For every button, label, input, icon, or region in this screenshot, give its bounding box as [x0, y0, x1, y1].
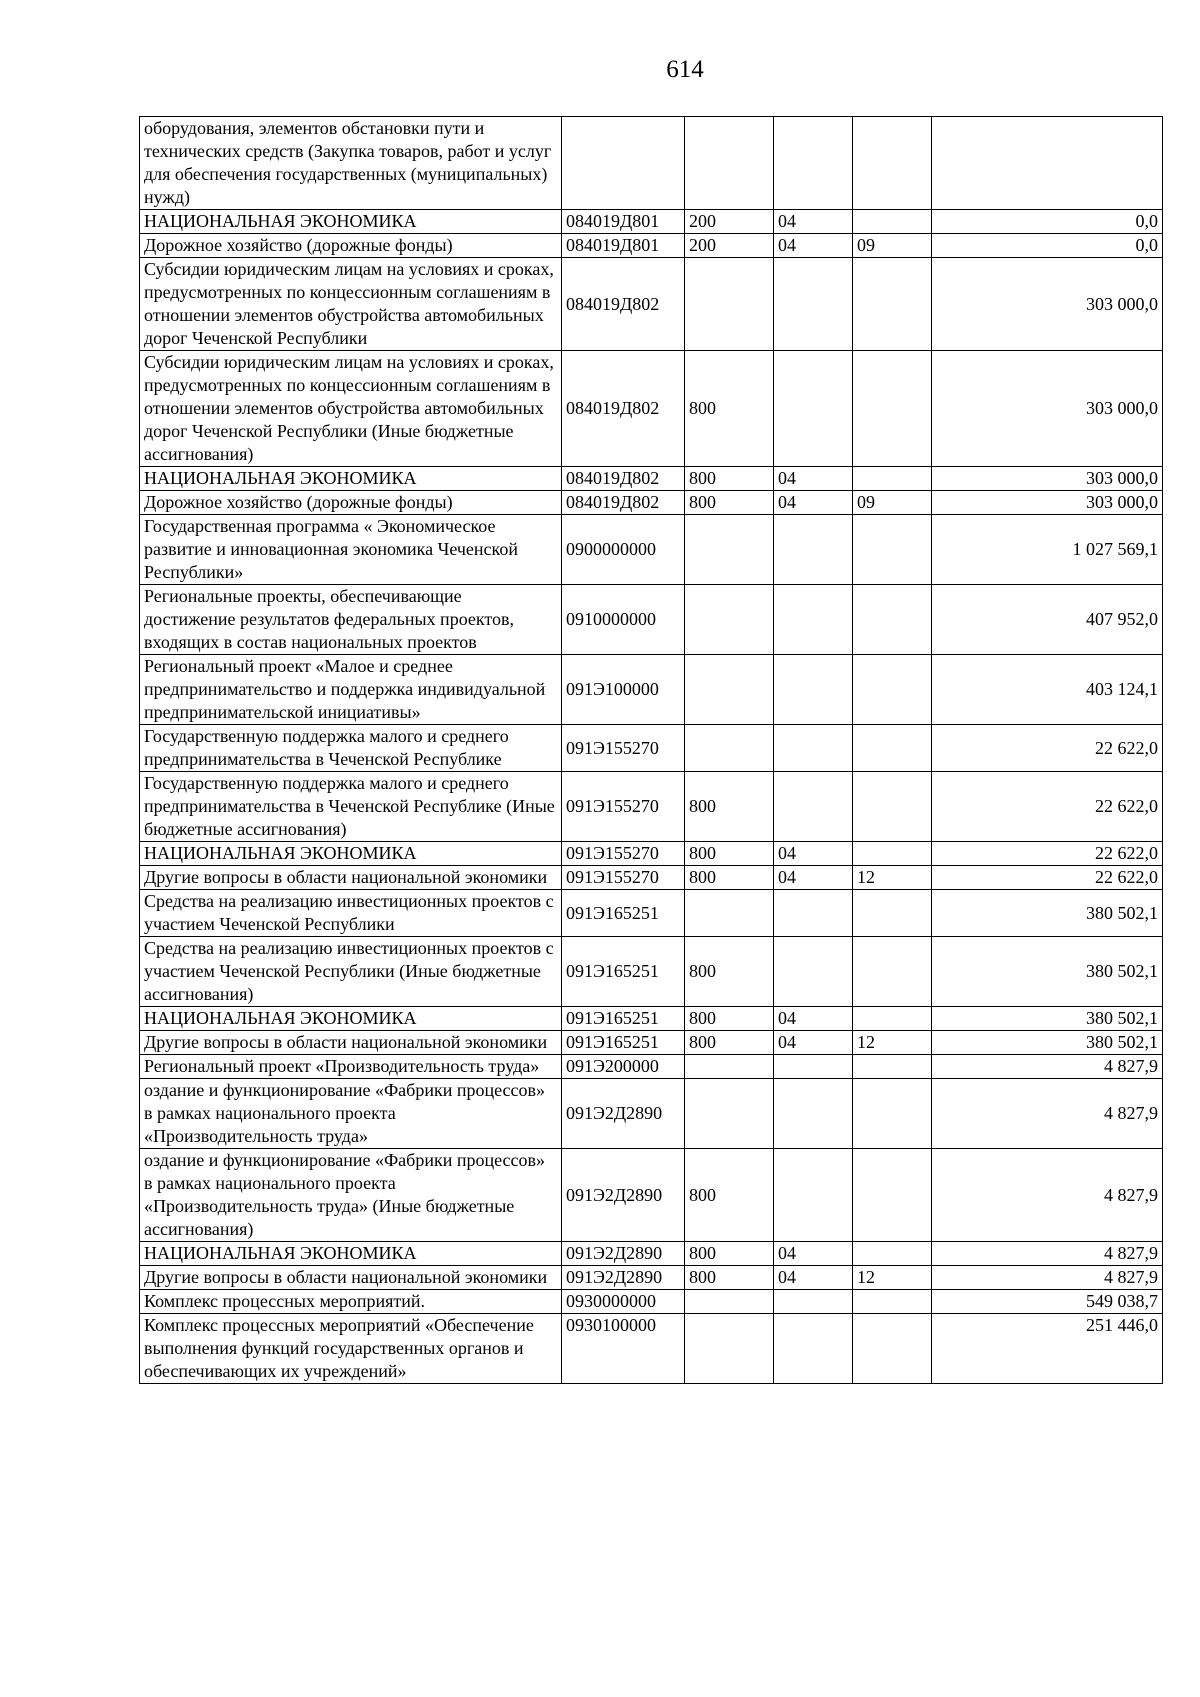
row-subsection: 12: [853, 1266, 932, 1290]
table-row: [140, 515, 1163, 585]
row-expense-type: [685, 1290, 774, 1314]
row-section: [774, 937, 853, 1007]
row-amount: 303 000,0: [932, 258, 1163, 351]
row-subsection: [853, 1242, 932, 1266]
row-target-code: 091Э2Д2890: [562, 1242, 685, 1266]
row-target-code: 0910000000: [562, 585, 685, 655]
row-target-code: 084019Д801: [562, 234, 685, 258]
row-amount: 4 827,9: [932, 1242, 1163, 1266]
table-row: [140, 351, 1163, 467]
row-expense-type: [685, 725, 774, 772]
row-section: 04: [774, 491, 853, 515]
row-target-code: 084019Д802: [562, 467, 685, 491]
row-name: НАЦИОНАЛЬНАЯ ЭКОНОМИКА: [140, 1007, 562, 1031]
row-name: НАЦИОНАЛЬНАЯ ЭКОНОМИКА: [140, 467, 562, 491]
row-section: [774, 1290, 853, 1314]
row-name: Дорожное хозяйство (дорожные фонды): [140, 491, 562, 515]
row-expense-type: [685, 515, 774, 585]
row-amount: 251 446,0: [932, 1314, 1163, 1384]
row-amount: 380 502,1: [932, 890, 1163, 937]
row-target-code: 0930000000: [562, 1290, 685, 1314]
row-target-code: 091Э155270: [562, 772, 685, 842]
row-name: Государственную поддержка малого и среднего предпринимательства в Чеченской Республике: [140, 725, 562, 772]
table-row: [140, 1149, 1163, 1242]
row-section: [774, 1055, 853, 1079]
row-subsection: [853, 585, 932, 655]
row-name: Субсидии юридическим лицам на условиях и сроках, предусмотренных по концессионным соглашениям в отношении элементов обустройства автомобильных дорог Чеченской Республики (Иные бюджетные ассигнования): [140, 351, 562, 467]
row-target-code: 091Э100000: [562, 655, 685, 725]
row-section: [774, 585, 853, 655]
row-expense-type: 800: [685, 842, 774, 866]
row-name: НАЦИОНАЛЬНАЯ ЭКОНОМИКА: [140, 210, 562, 234]
row-target-code: 091Э155270: [562, 866, 685, 890]
row-target-code: 091Э165251: [562, 937, 685, 1007]
table-row: [140, 1079, 1163, 1149]
row-amount: 407 952,0: [932, 585, 1163, 655]
row-subsection: 12: [853, 866, 932, 890]
row-section: [774, 890, 853, 937]
row-target-code: 0900000000: [562, 515, 685, 585]
row-amount: 303 000,0: [932, 467, 1163, 491]
row-name: Комплекс процессных мероприятий «Обеспечение выполнения функций государственных органов и обеспечивающих их учреждений»: [140, 1314, 562, 1384]
row-section: 04: [774, 1031, 853, 1055]
row-section: [774, 351, 853, 467]
row-name: оздание и функционирование «Фабрики процессов» в рамках национального проекта «Производительность труда» (Иные бюджетные ассигнования): [140, 1149, 562, 1242]
row-name: Другие вопросы в области национальной экономики: [140, 1266, 562, 1290]
table-row: [140, 1266, 1163, 1290]
row-name: Средства на реализацию инвестиционных проектов с участием Чеченской Республики (Иные бюджетные ассигнования): [140, 937, 562, 1007]
row-amount: 4 827,9: [932, 1266, 1163, 1290]
table-row: [140, 937, 1163, 1007]
table-row: [140, 772, 1163, 842]
row-target-code: 084019Д802: [562, 491, 685, 515]
row-section: [774, 117, 853, 210]
row-subsection: [853, 1079, 932, 1149]
row-section: 04: [774, 210, 853, 234]
row-section: [774, 258, 853, 351]
table-row: [140, 585, 1163, 655]
table-row: [140, 258, 1163, 351]
row-name: НАЦИОНАЛЬНАЯ ЭКОНОМИКА: [140, 842, 562, 866]
row-name: Государственную поддержка малого и среднего предпринимательства в Чеченской Республике (Иные бюджетные ассигнования): [140, 772, 562, 842]
row-expense-type: [685, 1314, 774, 1384]
row-amount: 4 827,9: [932, 1149, 1163, 1242]
row-section: [774, 725, 853, 772]
row-amount: 22 622,0: [932, 842, 1163, 866]
row-name: оздание и функционирование «Фабрики процессов» в рамках национального проекта «Производительность труда»: [140, 1079, 562, 1149]
row-expense-type: 800: [685, 937, 774, 1007]
row-subsection: [853, 351, 932, 467]
row-subsection: [853, 1314, 932, 1384]
row-name: Региональные проекты, обеспечивающие достижение результатов федеральных проектов, входящих в состав национальных проектов: [140, 585, 562, 655]
row-target-code: 091Э165251: [562, 1007, 685, 1031]
row-amount: 549 038,7: [932, 1290, 1163, 1314]
row-expense-type: 800: [685, 772, 774, 842]
row-subsection: [853, 117, 932, 210]
row-expense-type: 200: [685, 234, 774, 258]
row-section: [774, 1149, 853, 1242]
row-subsection: [853, 772, 932, 842]
row-subsection: [853, 515, 932, 585]
row-expense-type: 800: [685, 866, 774, 890]
table-row: [140, 117, 1163, 210]
row-expense-type: [685, 890, 774, 937]
row-section: 04: [774, 1007, 853, 1031]
row-amount: 4 827,9: [932, 1055, 1163, 1079]
row-expense-type: 800: [685, 467, 774, 491]
row-name: оборудования, элементов обстановки пути и технических средств (Закупка товаров, работ и услуг для обеспечения государственных (муниципальных) нужд): [140, 117, 562, 210]
row-expense-type: 800: [685, 1031, 774, 1055]
row-amount: 380 502,1: [932, 1007, 1163, 1031]
row-section: 04: [774, 866, 853, 890]
row-target-code: 091Э2Д2890: [562, 1266, 685, 1290]
row-amount: 22 622,0: [932, 725, 1163, 772]
row-amount: 4 827,9: [932, 1079, 1163, 1149]
row-expense-type: [685, 585, 774, 655]
row-subsection: [853, 467, 932, 491]
table-row: [140, 1242, 1163, 1266]
row-name: Комплекс процессных мероприятий.: [140, 1290, 562, 1314]
row-target-code: 0930100000: [562, 1314, 685, 1384]
row-expense-type: [685, 1079, 774, 1149]
row-expense-type: [685, 1055, 774, 1079]
row-section: [774, 1079, 853, 1149]
row-expense-type: 800: [685, 351, 774, 467]
row-name: Другие вопросы в области национальной экономики: [140, 1031, 562, 1055]
row-expense-type: 800: [685, 1007, 774, 1031]
row-name: НАЦИОНАЛЬНАЯ ЭКОНОМИКА: [140, 1242, 562, 1266]
row-expense-type: 200: [685, 210, 774, 234]
row-target-code: 084019Д802: [562, 258, 685, 351]
row-subsection: [853, 210, 932, 234]
table-row: [140, 210, 1163, 234]
table-row: [140, 467, 1163, 491]
row-expense-type: [685, 258, 774, 351]
table-row: [140, 1007, 1163, 1031]
row-section: 04: [774, 842, 853, 866]
row-subsection: [853, 1290, 932, 1314]
budget-table-body: [140, 117, 1163, 1384]
row-subsection: [853, 725, 932, 772]
row-amount: 1 027 569,1: [932, 515, 1163, 585]
row-section: 04: [774, 234, 853, 258]
row-expense-type: 800: [685, 1242, 774, 1266]
row-target-code: 091Э2Д2890: [562, 1149, 685, 1242]
row-target-code: 091Э155270: [562, 842, 685, 866]
row-name: Дорожное хозяйство (дорожные фонды): [140, 234, 562, 258]
row-section: 04: [774, 1242, 853, 1266]
row-amount: 403 124,1: [932, 655, 1163, 725]
row-amount: 303 000,0: [932, 491, 1163, 515]
row-expense-type: 800: [685, 491, 774, 515]
row-expense-type: 800: [685, 1266, 774, 1290]
table-row: [140, 725, 1163, 772]
row-target-code: 091Э165251: [562, 890, 685, 937]
row-subsection: 09: [853, 234, 932, 258]
row-subsection: 09: [853, 491, 932, 515]
row-amount: 22 622,0: [932, 772, 1163, 842]
row-target-code: 091Э155270: [562, 725, 685, 772]
row-target-code: 091Э200000: [562, 1055, 685, 1079]
row-amount: 0,0: [932, 210, 1163, 234]
row-subsection: [853, 1007, 932, 1031]
table-row: [140, 1055, 1163, 1079]
row-target-code: 084019Д802: [562, 351, 685, 467]
page-number: 614: [666, 56, 704, 83]
row-target-code: 084019Д801: [562, 210, 685, 234]
table-row: [140, 491, 1163, 515]
row-subsection: [853, 890, 932, 937]
row-name: Другие вопросы в области национальной экономики: [140, 866, 562, 890]
row-expense-type: [685, 117, 774, 210]
row-subsection: [853, 842, 932, 866]
row-amount: 303 000,0: [932, 351, 1163, 467]
row-subsection: [853, 655, 932, 725]
row-subsection: 12: [853, 1031, 932, 1055]
row-target-code: 091Э2Д2890: [562, 1079, 685, 1149]
row-target-code: 091Э165251: [562, 1031, 685, 1055]
row-name: Субсидии юридическим лицам на условиях и сроках, предусмотренных по концессионным соглашениям в отношении элементов обустройства автомобильных дорог Чеченской Республики: [140, 258, 562, 351]
row-name: Средства на реализацию инвестиционных проектов с участием Чеченской Республики: [140, 890, 562, 937]
table-row: [140, 1031, 1163, 1055]
table-row: [140, 655, 1163, 725]
table-row: [140, 842, 1163, 866]
row-subsection: [853, 1149, 932, 1242]
row-subsection: [853, 1055, 932, 1079]
row-section: [774, 515, 853, 585]
row-amount: [932, 117, 1163, 210]
row-section: [774, 772, 853, 842]
row-target-code: [562, 117, 685, 210]
row-section: 04: [774, 467, 853, 491]
table-row: [140, 890, 1163, 937]
row-amount: 0,0: [932, 234, 1163, 258]
row-section: [774, 655, 853, 725]
row-amount: 380 502,1: [932, 937, 1163, 1007]
table-row: [140, 866, 1163, 890]
row-subsection: [853, 258, 932, 351]
row-subsection: [853, 937, 932, 1007]
table-row: [140, 234, 1163, 258]
row-amount: 22 622,0: [932, 866, 1163, 890]
row-expense-type: [685, 655, 774, 725]
table-row: [140, 1314, 1163, 1384]
table-row: [140, 1290, 1163, 1314]
row-name: Государственная программа « Экономическое развитие и инновационная экономика Чеченской Республики»: [140, 515, 562, 585]
budget-table: [139, 116, 1163, 1384]
row-name: Региональный проект «Малое и среднее предпринимательство и поддержка индивидуальной предпринимательской инициативы»: [140, 655, 562, 725]
row-amount: 380 502,1: [932, 1031, 1163, 1055]
row-name: Региональный проект «Производительность труда»: [140, 1055, 562, 1079]
row-section: 04: [774, 1266, 853, 1290]
row-section: [774, 1314, 853, 1384]
row-expense-type: 800: [685, 1149, 774, 1242]
